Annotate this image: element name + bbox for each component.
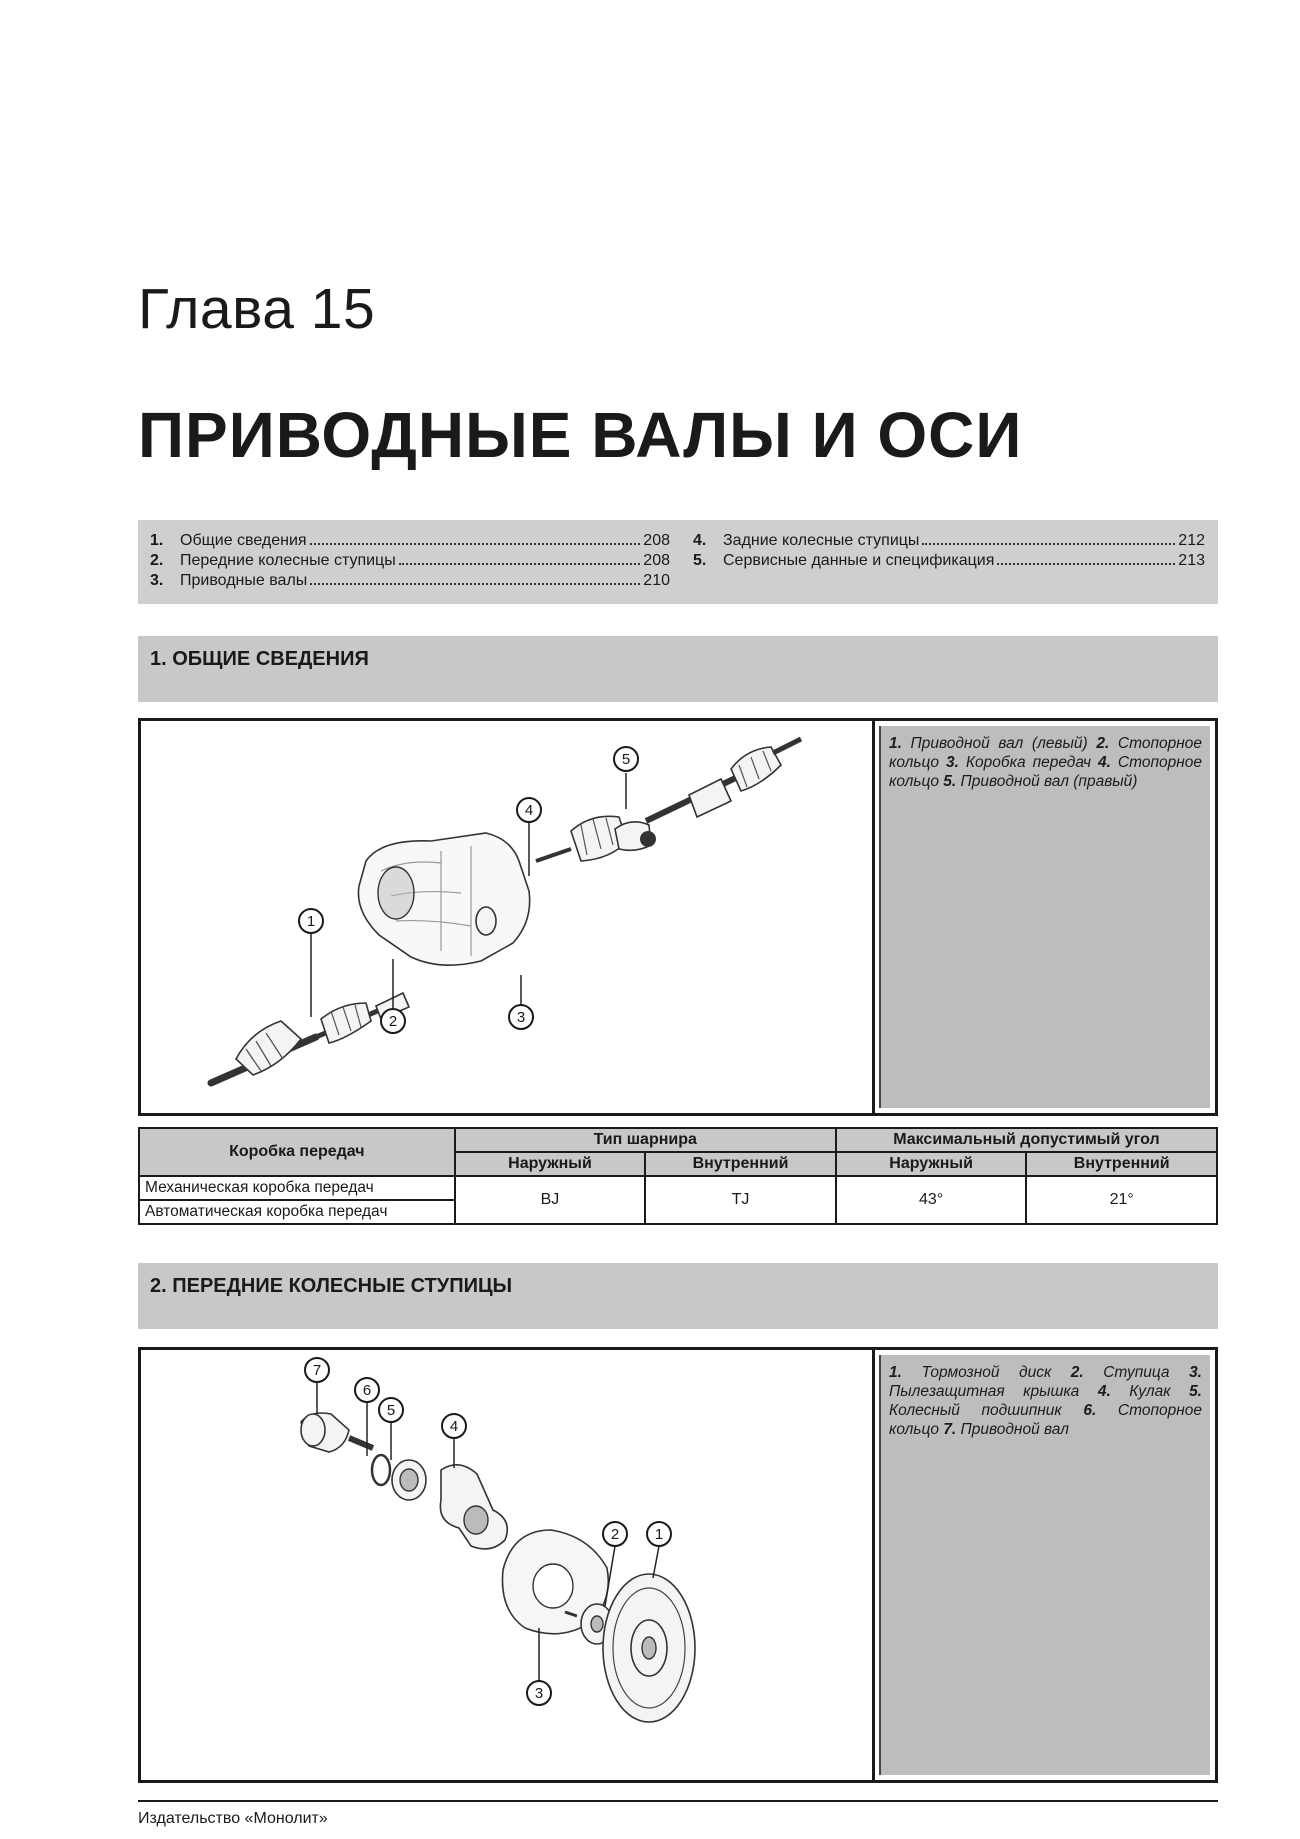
value-joint-outer: BJ — [455, 1176, 646, 1224]
caption-num: 5. — [1189, 1383, 1202, 1400]
caption-num: 2. — [1070, 1364, 1084, 1381]
toc-page: 213 — [1178, 552, 1205, 569]
toc-column-left — [150, 532, 670, 592]
brake-disc-drawing — [603, 1574, 695, 1722]
snap-ring-drawing — [372, 1455, 390, 1485]
caption-text: Тормозной диск — [901, 1364, 1071, 1381]
callout-2-label: 2 — [388, 1013, 398, 1030]
toc-title: Передние колесные ступицы — [180, 552, 396, 569]
caption-text: Приводной вал (левый) — [901, 735, 1097, 752]
callout-5-label: 5 — [621, 751, 631, 768]
section-heading-front-hubs — [138, 1263, 1218, 1329]
callout-2 — [603, 1522, 627, 1546]
toc-leader — [399, 563, 641, 565]
toc-title: Задние колесные ступицы — [723, 532, 920, 549]
toc-number: 4. — [693, 532, 707, 549]
front-hub-illustration — [141, 1350, 875, 1780]
caption-num: 3. — [945, 754, 959, 771]
callout-2 — [381, 1009, 405, 1033]
toc-number: 5. — [693, 552, 707, 569]
caption-num: 1. — [889, 735, 902, 752]
joint-spec-table — [138, 1127, 1218, 1225]
caption-num: 7. — [943, 1421, 957, 1438]
callout-5 — [379, 1398, 403, 1422]
toc-entry[interactable] — [150, 532, 670, 552]
callout-3-label: 3 — [534, 1685, 544, 1702]
left-drive-shaft-drawing — [211, 993, 409, 1083]
callout-4-label: 4 — [524, 802, 534, 819]
callout-3 — [527, 1681, 551, 1705]
subheader-joint-inner: Внутренний — [645, 1152, 836, 1176]
chapter-title: ПРИВОДНЫЕ ВАЛЫ И ОСИ — [138, 399, 1023, 471]
section-heading-general — [138, 636, 1218, 702]
publisher-footer: Издательство «Монолит» — [138, 1810, 328, 1827]
caption-text: Приводной вал (правый) — [956, 773, 1138, 790]
callout-6-label: 6 — [362, 1382, 372, 1399]
toc-leader — [922, 543, 1175, 545]
drive-shaft-diagram — [141, 721, 875, 1113]
header-gearbox: Коробка передач — [139, 1128, 455, 1176]
subheader-angle-outer: Наружный — [836, 1152, 1027, 1176]
toc-number: 2. — [150, 552, 164, 569]
header-max-angle: Максимальный допустимый угол — [836, 1128, 1217, 1152]
value-angle-outer: 43° — [836, 1176, 1027, 1224]
row-manual-gearbox: Механическая коробка передач — [139, 1176, 455, 1200]
toc-page: 208 — [643, 532, 670, 549]
callout-6 — [355, 1378, 379, 1402]
caption-num: 6. — [1083, 1402, 1097, 1419]
callout-7 — [305, 1358, 329, 1382]
toc-page: 208 — [643, 552, 670, 569]
toc-entry[interactable] — [150, 552, 670, 572]
toc-column-right — [693, 532, 1205, 572]
callout-3-label: 3 — [516, 1009, 526, 1026]
drive-shaft-illustration — [141, 721, 875, 1113]
figure-front-hub — [138, 1347, 1218, 1783]
caption-num: 1. — [889, 1364, 902, 1381]
dust-cover-hole-drawing — [533, 1564, 573, 1608]
caption-text: Приводной вал — [956, 1421, 1069, 1438]
callout-1-label: 1 — [654, 1526, 664, 1543]
front-hub-diagram — [141, 1350, 875, 1780]
caption-text: Пылезащитная крышка — [889, 1383, 1098, 1400]
toc-title: Приводные валы — [180, 572, 308, 589]
right-drive-shaft-drawing — [536, 739, 801, 861]
toc-leader — [310, 583, 640, 585]
caption-text: Ступица — [1083, 1364, 1190, 1381]
toc-entry[interactable] — [693, 552, 1205, 572]
callout-2-label: 2 — [610, 1526, 620, 1543]
chapter-label: Глава 15 — [138, 277, 376, 341]
header-joint-type: Тип шарнира — [455, 1128, 836, 1152]
callout-4 — [517, 798, 541, 822]
callout-4 — [442, 1414, 466, 1438]
value-joint-inner: TJ — [645, 1176, 836, 1224]
callout-1 — [299, 909, 323, 933]
toc-number: 3. — [150, 572, 164, 589]
value-angle-inner: 21° — [1026, 1176, 1217, 1224]
table-of-contents — [138, 520, 1218, 604]
callout-3 — [509, 1005, 533, 1029]
callout-5-label: 5 — [386, 1402, 396, 1419]
callout-1-label: 1 — [306, 913, 316, 930]
toc-title: Сервисные данные и спецификация — [723, 552, 995, 569]
toc-leader — [310, 543, 641, 545]
figure-drive-shafts — [138, 718, 1218, 1116]
callout-7-label: 7 — [312, 1362, 322, 1379]
caption-num: 4. — [1097, 754, 1111, 771]
section-heading-text: 2. ПЕРЕДНИЕ КОЛЕСНЫЕ СТУПИЦЫ — [150, 1275, 513, 1297]
caption-text: Кулак — [1110, 1383, 1190, 1400]
caption-text: Коробка передач — [958, 754, 1098, 771]
caption-text: Стопорное кольцо — [889, 1402, 1202, 1438]
toc-entry[interactable] — [150, 572, 670, 592]
toc-entry[interactable] — [693, 532, 1205, 552]
wheel-bearing-drawing — [392, 1460, 426, 1500]
toc-page: 212 — [1178, 532, 1205, 549]
subheader-joint-outer: Наружный — [455, 1152, 646, 1176]
figure-caption — [879, 1355, 1210, 1775]
callout-5 — [614, 747, 638, 771]
caption-num: 5. — [943, 773, 957, 790]
toc-title: Общие сведения — [180, 532, 307, 549]
caption-num: 4. — [1097, 1383, 1111, 1400]
caption-num: 3. — [1189, 1364, 1202, 1381]
footer-divider — [138, 1800, 1218, 1802]
row-automatic-gearbox: Автоматическая коробка передач — [139, 1200, 455, 1224]
caption-text: Колесный подшипник — [889, 1402, 1084, 1419]
drive-shaft-end-drawing — [301, 1413, 373, 1452]
callout-4-label: 4 — [449, 1418, 459, 1435]
toc-leader — [997, 563, 1175, 565]
caption-text: Стопорное кольцо — [889, 754, 1202, 790]
toc-page: 210 — [643, 572, 670, 589]
transmission-housing-drawing — [358, 833, 529, 965]
caption-num: 2. — [1096, 735, 1110, 752]
figure-caption — [879, 726, 1210, 1108]
caption-text: Стопорное кольцо — [889, 735, 1202, 771]
callout-1 — [647, 1522, 671, 1546]
subheader-angle-inner: Внутренний — [1026, 1152, 1217, 1176]
knuckle-bore-drawing — [464, 1506, 488, 1534]
toc-number: 1. — [150, 532, 164, 549]
section-heading-text: 1. ОБЩИЕ СВЕДЕНИЯ — [150, 648, 369, 670]
